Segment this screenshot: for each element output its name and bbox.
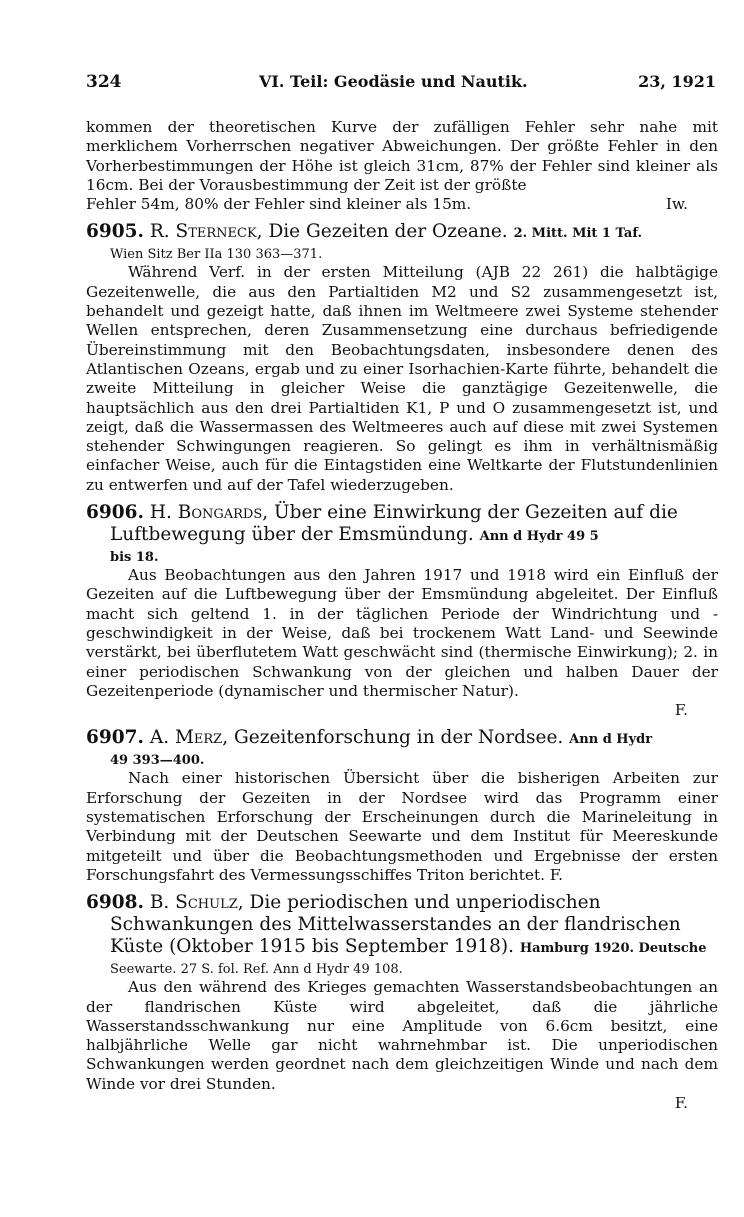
- section-title: VI. Teil: Geodäsie und Nautik.: [259, 72, 528, 91]
- entry-source-cont: Wien Sitz Ber IIa 130 363—371.: [110, 247, 323, 263]
- page-number: 324: [86, 72, 122, 92]
- volume-year: 23, 1921: [638, 72, 716, 91]
- entry-source: Ann d Hydr: [569, 732, 653, 748]
- source-pages: bis 18.: [110, 550, 159, 566]
- entry-heading: [86, 221, 718, 245]
- entry-source: Hamburg 1920. Deutsche: [519, 941, 707, 957]
- intro-last-text: Fehler 54m, 80% der Fehler sind kleiner als 15m.: [86, 195, 472, 214]
- source-pages: 49 393—400.: [110, 753, 205, 769]
- entry-source-cont: [86, 549, 718, 566]
- entry-6907: [86, 727, 718, 885]
- entry-source: 2. Mitt. Mit 1 Taf.: [513, 226, 643, 242]
- entry-source-cont: Seewarte. 27 S. fol. Ref. Ann d Hydr 49 108.: [110, 962, 403, 978]
- abstract-text: Nach einer historischen Übersicht über die bisherigen Arbeiten zur Erforschung der Gezeiten in der Nordsee wird das Programm einer systematischen Erforschung der Erscheinungen durch die Marineleitung in Verbindung mit der Deutschen Seewarte und dem Institut für Meereskunde mitgeteilt und über die Beobachtungsmethoden und Ergebnisse der ersten Forschungsfahrt des Vermessungsschiffes Triton berichtet.: [86, 769, 718, 884]
- entry-title: Gezeitenforschung in der Nordsee.: [233, 727, 564, 749]
- entry-author: R. Sterneck,: [149, 221, 263, 243]
- entry-6908: [86, 892, 718, 1113]
- entry-author: H. Bongards,: [149, 502, 269, 524]
- entry-signature: F.: [674, 701, 688, 720]
- entry-heading: [86, 727, 718, 751]
- entry-6906: [86, 502, 718, 720]
- entry-heading: [86, 502, 718, 548]
- intro-text: kommen der theoretischen Kurve der zufälligen Fehler sehr nahe mit merklichem Vorherrschen negativer Abweichungen. Der größte Fehler in den Vorherbestimmungen der Höhe ist gleich 31cm, 87% der Fehler sind kleiner als 16cm. Bei der Vorausbestimmung der Zeit ist der größte: [86, 118, 718, 194]
- entry-number: 6906.: [86, 502, 144, 524]
- entry-number: 6908.: [86, 892, 144, 914]
- entry-author: B. Schulz,: [149, 892, 244, 914]
- running-header: [86, 72, 718, 100]
- entry-heading: [86, 892, 718, 960]
- entry-signature-line: [86, 701, 718, 720]
- entry-abstract: Während Verf. in der ersten Mitteilung (AJB 22 261) die halbtägige Gezeitenwelle, die aus den Partialtiden M2 und S2 zusammengesetzt ist, behandelt und gezeigt hatte, daß ihnen im Weltmeere zwei Systeme stehender Wellen entsprechen, deren Zusammensetzung eine durchaus befriedigende Übereinstimmung mit den Beobachtungsdaten, insbesondere denen des Atlantischen Ozeans, ergab und zu einer Isorhachien-Karte führte, behandelt die zweite Mitteilung in gleicher Weise die ganztägige Gezeitenwelle, die hauptsächlich aus den drei Partialtiden K1, P und O zusammengesetzt ist, und zeigt, daß die Wassermassen des Weltmeeres auch auf diese mit zwei Systemen stehender Schwingungen reagieren. So gelingt es ihm in verhältnismäßig einfacher Weise, auch für die Eintagstiden eine Weltkarte der Flutstundenlinien zu entwerfen und auf der Tafel wiederzugeben.: [86, 263, 718, 494]
- intro-signature: Iw.: [665, 195, 688, 214]
- page: [86, 72, 718, 1113]
- entry-number: 6907.: [86, 727, 144, 749]
- entry-source-cont: [86, 752, 718, 769]
- entry-signature: F.: [549, 865, 563, 884]
- entry-signature: F.: [674, 1093, 688, 1112]
- intro-last-line: [86, 195, 718, 214]
- entry-6905: [86, 221, 718, 495]
- entry-source: Ann d Hydr 49 5: [479, 529, 599, 545]
- entry-title: Die Gezeiten der Ozeane.: [268, 221, 508, 243]
- entry-title: Die periodischen und unperiodischen Schwankungen des Mittelwasserstandes an der flandrischen Küste (Oktober 1915 bis September 1918).: [110, 892, 681, 958]
- entry-abstract: Aus Beobachtungen aus den Jahren 1917 und 1918 wird ein Einfluß der Gezeiten auf die Luftbewegung über der Emsmündung abgeleitet. Der Einfluß macht sich geltend 1. in der täglichen Periode der Windrichtung und -geschwindigkeit in der Weise, daß bei trockenem Watt Land- und Seewinde verstärkt, bei überflutetem Watt geschwächt sind (thermische Einwirkung); 2. in einer periodischen Schwankung von der gleichen und halben Dauer der Gezeitenperiode (dynamischer und thermischer Natur).: [86, 566, 718, 700]
- entry-number: 6905.: [86, 221, 144, 243]
- entry-abstract: Aus den während des Krieges gemachten Wasserstandsbeobachtungen an der flandrischen Küste wird abgeleitet, daß die jährliche Wasserstandsschwankung nur eine Amplitude von 6.6cm besitzt, eine halbjährliche Welle gar nicht wahrnehmbar ist. Die unperiodischen Schwankungen werden geordnet nach dem gleichzeitigen Winde und nach dem Winde vor drei Stunden.: [86, 978, 718, 1093]
- entry-abstract: [86, 769, 718, 885]
- entry-signature-line: [86, 1094, 718, 1113]
- entry-title: Über eine Einwirkung der Gezeiten auf die Luftbewegung über der Emsmündung.: [110, 502, 678, 546]
- entry-author: A. Merz,: [149, 727, 229, 749]
- page-body: [86, 118, 718, 1113]
